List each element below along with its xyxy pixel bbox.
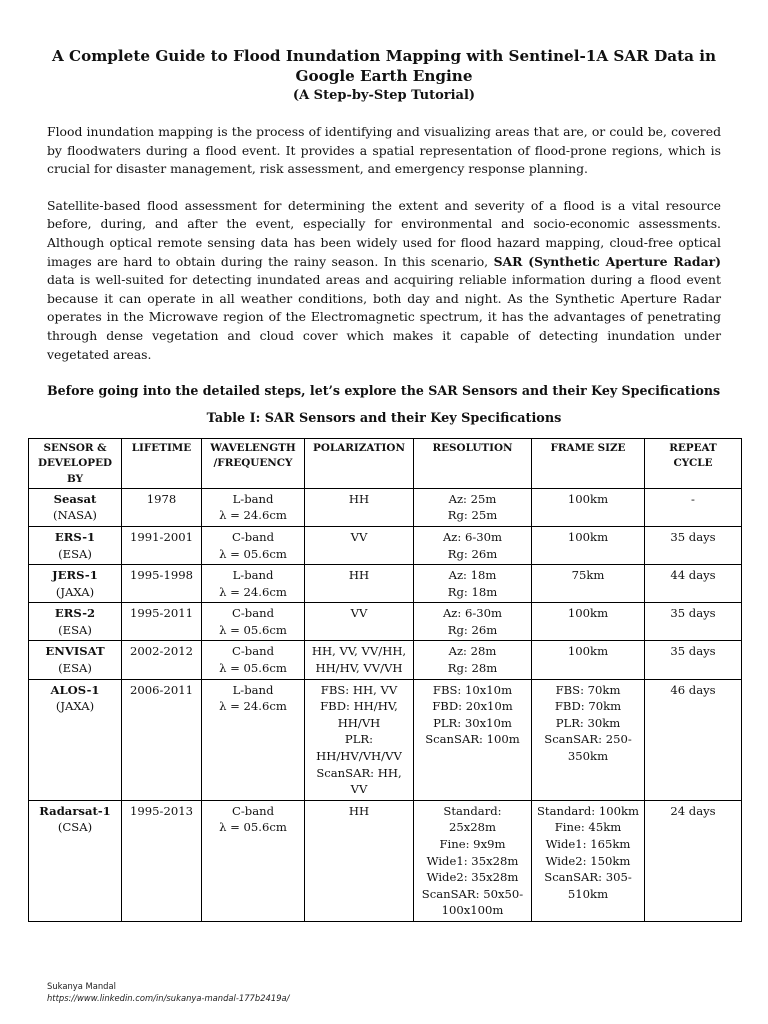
cell-resolution-line: Az: 6-30m [442,529,503,544]
cell-polarization-line: PLR: [344,732,374,747]
cell-frame-size [532,603,645,641]
cell-repeat-cycle: 24 days [645,800,742,921]
header-lifetime: LIFETIME [122,439,202,489]
sensor-agency: (NASA) [53,508,97,523]
table-header-row [29,439,742,489]
cell-polarization-line: ScanSAR: HH, [316,765,402,780]
cell-frame-size-line: 100km [567,606,609,621]
cell-frame-size-line: 100km [567,491,609,506]
table-body [29,488,742,921]
cell-polarization [305,603,414,641]
cell-frame-size [532,488,645,526]
table-row [29,800,742,921]
sensor-name: ALOS-1 [50,682,100,697]
cell-resolution-line: Rg: 28m [447,661,498,676]
cell-resolution-line: 25x28m [448,820,497,835]
cell-frame-size [532,679,645,800]
wavelength-value: λ = 24.6cm [219,584,287,599]
header-polarization: POLARIZATION [305,439,414,489]
cell-polarization-line: HH [348,491,370,506]
cell-resolution-line: Wide2: 35x28m [426,870,519,885]
band-label: C-band [231,529,274,544]
section-lead: Before going into the detailed steps, let’s explore the SAR Sensors and their Key Specifications [47,383,721,399]
header-repeat-cycle: REPEAT CYCLE [645,439,742,489]
cell-frame-size [532,526,645,564]
page-subtitle: (A Step-by-Step Tutorial) [292,88,476,103]
cell-frame-size-line: Fine: 45km [554,820,622,835]
wavelength-value: λ = 05.6cm [219,546,287,561]
cell-resolution-line: Az: 25m [448,491,497,506]
cell-wavelength [202,488,305,526]
cell-sensor [29,488,122,526]
cell-polarization-line: FBS: HH, VV [320,682,398,697]
header-wavelength: WAVELENGTH /FREQUENCY [202,439,305,489]
cell-frame-size-line: 100km [567,529,609,544]
cell-repeat-cycle: 46 days [645,679,742,800]
sensor-name: ERS-2 [54,606,96,621]
header-frame-size: FRAME SIZE [532,439,645,489]
footer [47,980,289,1004]
band-label: L-band [232,491,274,506]
cell-polarization-line: HH [348,803,370,818]
band-label: L-band [232,682,274,697]
band-label: C-band [231,803,274,818]
cell-frame-size-line: Standard: 100km [536,803,640,818]
cell-frame-size-line: Wide1: 165km [545,837,631,852]
sensor-name: Seasat [53,491,97,506]
cell-frame-size-line: 350km [567,749,609,764]
band-label: C-band [231,644,274,659]
table-row [29,679,742,800]
cell-polarization-line: VV [350,529,368,544]
table-row [29,488,742,526]
sensor-agency: (JAXA) [55,699,95,714]
footer-link[interactable]: https://www.linkedin.com/in/sukanya-mandal-177b2419a/ [47,993,290,1003]
wavelength-value: λ = 24.6cm [219,508,287,523]
table-row [29,641,742,679]
cell-resolution [414,800,532,921]
cell-wavelength [202,565,305,603]
cell-wavelength [202,526,305,564]
cell-frame-size [532,641,645,679]
cell-polarization [305,488,414,526]
sar-paragraph-part-b: data is well-suited for detecting inundated areas and acquiring reliable information during a flood event because it can operate in all weather conditions, both day and night. As the Synthetic Aperture Radar operates in the Microwave region of the Electromagnetic spectrum, it has the advantages of penetrating through dense vegetation and cloud cover which makes it capable of detecting inundation under vegetated areas. [47,272,721,362]
cell-frame-size-line: PLR: 30km [555,715,621,730]
cell-resolution-line: Rg: 26m [447,546,498,561]
cell-resolution-line: FBD: 20x10m [432,699,513,714]
cell-sensor [29,565,122,603]
header-resolution: RESOLUTION [414,439,532,489]
sensor-agency: (JAXA) [55,584,95,599]
cell-resolution-line: Standard: [443,803,502,818]
cell-wavelength [202,800,305,921]
cell-frame-size [532,565,645,603]
cell-polarization-line: FBD: HH/HV, [320,699,398,714]
footer-author: Sukanya Mandal [47,981,116,991]
cell-frame-size-line: 100km [567,644,609,659]
cell-sensor [29,603,122,641]
cell-resolution-line: Az: 18m [448,568,497,583]
cell-sensor [29,679,122,800]
cell-repeat-cycle: 35 days [645,641,742,679]
wavelength-value: λ = 24.6cm [219,699,287,714]
cell-frame-size-line: FBS: 70km [555,682,621,697]
cell-repeat-cycle: 44 days [645,565,742,603]
cell-resolution-line: Rg: 18m [447,584,498,599]
sar-paragraph-part-a: Satellite-based flood assessment for determining the extent and severity of a flood is a vital resource before, during, and after the event, especially for environmental and socio-economic assessments. Although optical remote sensing data has been widely used for flood hazard mapping, cloud-free optical images are hard to obtain during the rainy season. In this scenario, [47,197,721,269]
cell-polarization-line: HH, VV, VV/HH, [311,644,407,659]
sar-paragraph [47,197,721,364]
band-label: C-band [231,606,274,621]
sensor-name: JERS-1 [52,568,98,583]
cell-frame-size-line: Wide2: 150km [545,853,631,868]
cell-polarization [305,679,414,800]
sensor-agency: (ESA) [58,546,92,561]
sar-term: SAR (Synthetic Aperture Radar) [493,253,722,269]
sensor-name: ENVISAT [45,644,105,659]
cell-polarization-line: HH/VH [337,715,381,730]
cell-resolution-line: Rg: 26m [447,622,498,637]
cell-resolution-line: FBS: 10x10m [432,682,513,697]
cell-frame-size-line: FBD: 70km [554,699,622,714]
cell-polarization [305,800,414,921]
cell-resolution-line: Rg: 25m [447,508,498,523]
cell-resolution-line: Az: 6-30m [442,606,503,621]
cell-resolution-line: Fine: 9x9m [439,837,506,852]
cell-repeat-cycle: 35 days [645,603,742,641]
sensor-agency: (ESA) [58,661,92,676]
intro-paragraph: Flood inundation mapping is the process of identifying and visualizing areas that are, or could be, covered by floodwaters during a flood event. It provides a spatial representation of flood-prone regions, which is crucial for disaster management, risk assessment, and emergency response planning. [47,124,721,177]
cell-resolution-line: Az: 28m [448,644,497,659]
cell-polarization [305,641,414,679]
cell-polarization-line: VV [350,606,368,621]
cell-frame-size-line: ScanSAR: 250- [544,732,632,747]
cell-resolution [414,526,532,564]
cell-resolution-line: PLR: 30x10m [433,715,512,730]
cell-resolution [414,488,532,526]
cell-sensor [29,800,122,921]
band-label: L-band [232,568,274,583]
cell-resolution [414,603,532,641]
cell-resolution-line: Wide1: 35x28m [426,853,519,868]
cell-polarization-line: HH/HV, VV/VH [315,661,403,676]
cell-polarization-line: HH/HV/VH/VV [316,749,402,764]
cell-wavelength [202,641,305,679]
cell-lifetime: 1978 [122,488,202,526]
cell-resolution [414,641,532,679]
cell-polarization-line: VV [350,782,368,797]
wavelength-value: λ = 05.6cm [219,622,287,637]
page-title: A Complete Guide to Flood Inundation Mapping with Sentinel-1A SAR Data in Google Earth Engine [51,47,717,85]
cell-wavelength [202,679,305,800]
table-row [29,526,742,564]
table-row [29,565,742,603]
cell-frame-size-line: ScanSAR: 305- [544,870,632,885]
sar-sensors-table [28,438,742,922]
cell-lifetime: 1995-1998 [122,565,202,603]
sensor-agency: (ESA) [58,622,92,637]
cell-frame-size-line: 75km [571,568,605,583]
sensor-name: ERS-1 [54,529,96,544]
wavelength-value: λ = 05.6cm [219,661,287,676]
cell-sensor [29,641,122,679]
cell-sensor [29,526,122,564]
cell-repeat-cycle: - [645,488,742,526]
cell-frame-size-line: 510km [567,886,609,901]
cell-resolution [414,679,532,800]
cell-lifetime: 2002-2012 [122,641,202,679]
cell-lifetime: 1995-2011 [122,603,202,641]
cell-repeat-cycle: 35 days [645,526,742,564]
cell-polarization-line: HH [348,568,370,583]
cell-lifetime: 2006-2011 [122,679,202,800]
cell-resolution-line: ScanSAR: 50x50- [421,886,524,901]
cell-wavelength [202,603,305,641]
wavelength-value: λ = 05.6cm [219,820,287,835]
cell-resolution [414,565,532,603]
cell-lifetime: 1991-2001 [122,526,202,564]
table-caption: Table I: SAR Sensors and their Key Specifications [206,411,562,427]
sensor-agency: (CSA) [57,820,93,835]
cell-resolution-line: 100x100m [441,903,504,918]
cell-polarization [305,526,414,564]
cell-polarization [305,565,414,603]
table-row [29,603,742,641]
cell-lifetime: 1995-2013 [122,800,202,921]
sensor-name: Radarsat-1 [39,803,111,818]
cell-frame-size [532,800,645,921]
cell-resolution-line: ScanSAR: 100m [425,732,520,747]
header-sensor: SENSOR & DEVELOPED BY [29,439,122,489]
